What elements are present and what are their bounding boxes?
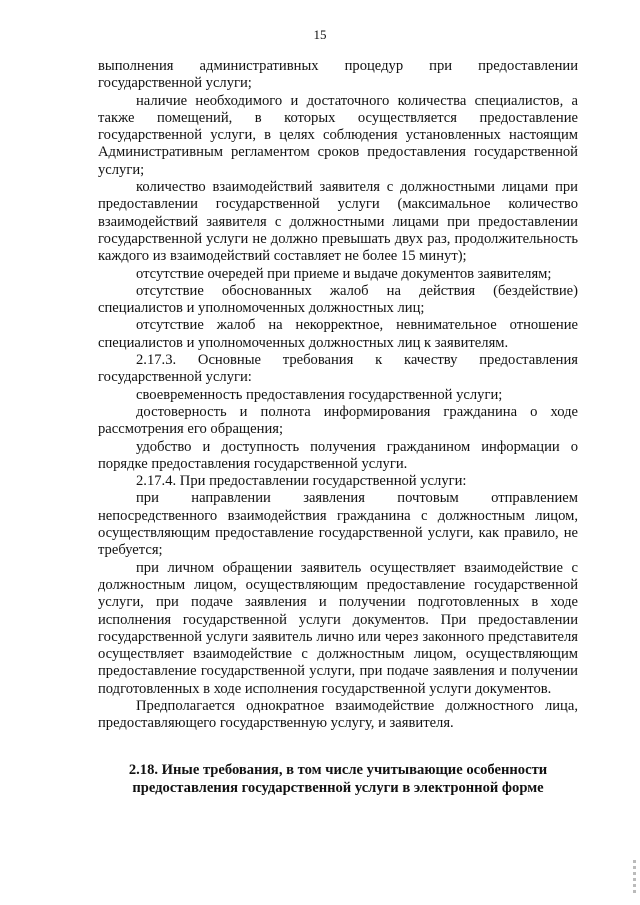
paragraph: при направлении заявления почтовым отправлением непосредственного взаимодействия гражданина с должностным лицом, осуществляющим предоставление государственной услуги, как правило, не требуется;: [98, 490, 578, 559]
paragraph: 2.17.4. При предоставлении государственной услуги:: [136, 473, 467, 490]
paragraph: достоверность и полнота информирования гражданина о ходе рассмотрения его обращения;: [98, 403, 578, 438]
scan-edge-mark: [633, 860, 636, 894]
paragraph-continuation: выполнения административных процедур при предоставлении государственной услуги;: [98, 58, 578, 92]
paragraph: наличие необходимого и достаточного количества специалистов, а также помещений, в которых осуществляется предоставление государственной услуги, в целях соблюдения установленных настоящим Административным регламентом сроков предоставления государственной услуги;: [98, 92, 578, 178]
page-number: 15: [313, 27, 327, 42]
paragraph: количество взаимодействий заявителя с должностными лицами при предоставлении государственной услуги (максимальное количество взаимодействий заявителя с должностными лицами при предоставлении государственной услуги не должно превышать двух раз, продолжительность каждого из взаимодействий составляет не более 15 минут);: [98, 179, 578, 265]
paragraph: отсутствие жалоб на некорректное, невнимательное отношение специалистов и уполномоченных должностных лиц к заявителям.: [98, 317, 578, 351]
paragraph: отсутствие обоснованных жалоб на действия (бездействие) специалистов и уполномоченных должностных лиц;: [98, 282, 578, 317]
paragraph: своевременность предоставления государственной услуги;: [136, 386, 503, 403]
paragraph: 2.17.3. Основные требования к качеству предоставления государственной услуги:: [98, 352, 578, 386]
document-body: [98, 58, 578, 797]
paragraph: отсутствие очередей при приеме и выдаче документов заявителям;: [136, 265, 552, 282]
paragraph: при личном обращении заявитель осуществляет взаимодействие с должностным лицом, осуществляющим предоставление государственной услуги, при подаче заявления и получении подготовленных в ходе исполнения государственной услуги документов. При предоставлении государственной услуги заявитель лично или через законного представителя осуществляет взаимодействие с должностным лицом, осуществляющим предоставление государственной услуги, при подаче заявления и получении подготовленных в ходе исполнения государственной услуги документов.: [98, 559, 578, 697]
paragraph: Предполагается однократное взаимодействие должностного лица, предоставляющего государственную услугу, и заявителя.: [98, 697, 578, 732]
section-heading: 2.18. Иные требования, в том числе учитывающие особенности предоставления государственной услуги в электронной форме: [128, 761, 548, 796]
paragraph: удобство и доступность получения гражданином информации о порядке предоставления государственной услуги.: [98, 438, 578, 472]
